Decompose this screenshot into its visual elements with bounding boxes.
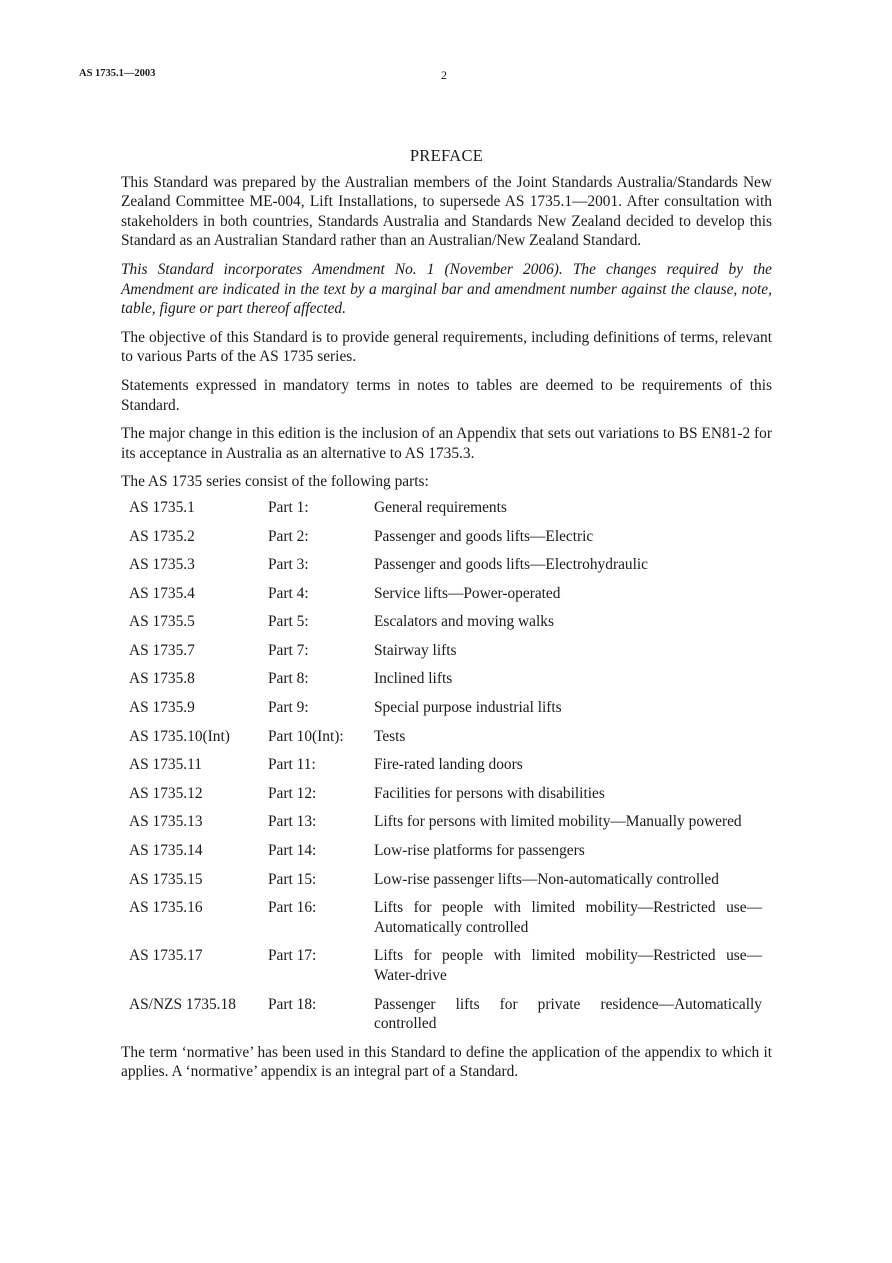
part-code: AS 1735.15: [129, 870, 203, 888]
parts-list-row: [121, 812, 772, 832]
part-number: Part 1:: [268, 498, 309, 516]
part-title: Passenger and goods lifts—Electrohydraulic: [374, 556, 648, 574]
part-number: Part 8:: [268, 670, 309, 688]
part-title: Special purpose industrial lifts: [374, 699, 562, 717]
part-title: Facilities for persons with disabilities: [374, 784, 605, 802]
part-number: Part 14:: [268, 842, 317, 860]
part-code: AS 1735.5: [129, 613, 195, 631]
parts-list-row: [121, 841, 772, 861]
part-code: AS 1735.8: [129, 670, 195, 688]
parts-list-row: [121, 555, 772, 575]
part-title: Escalators and moving walks: [374, 613, 554, 631]
parts-list-row: [121, 755, 772, 775]
part-title: General requirements: [374, 498, 507, 516]
paragraph-major-change: The major change in this edition is the inclusion of an Appendix that sets out variations to BS EN81-2 for its acceptance in Australia as an alternative to AS 1735.3.: [121, 425, 772, 462]
part-number: Part 15:: [268, 870, 317, 888]
part-code: AS 1735.13: [129, 813, 203, 831]
parts-list-row: [121, 527, 772, 547]
part-number: Part 4:: [268, 584, 309, 602]
part-code: AS 1735.1: [129, 498, 195, 516]
parts-list-row: [121, 641, 772, 661]
page-number: 2: [441, 68, 447, 82]
part-code: AS 1735.16: [129, 899, 203, 917]
part-number: Part 12:: [268, 784, 317, 802]
part-number: Part 18:: [268, 995, 317, 1013]
paragraph-amendment-note: This Standard incorporates Amendment No. 1 (November 2006). The changes required by the Amendment are indicated in the text by a marginal bar and amendment number against the clause, note, table, figure or part thereof affected.: [121, 260, 772, 318]
part-title: Low-rise platforms for passengers: [374, 842, 585, 860]
part-code: AS/NZS 1735.18: [129, 995, 236, 1013]
part-title: Passenger lifts for private residence—Automatically controlled: [374, 995, 762, 1033]
part-title: Lifts for persons with limited mobility—Manually powered: [374, 813, 742, 831]
part-code: AS 1735.9: [129, 699, 195, 717]
part-title: Lifts for people with limited mobility—Restricted use—Automatically controlled: [374, 899, 762, 936]
parts-list: [121, 498, 772, 1034]
paragraph-prepared-by: This Standard was prepared by the Australian members of the Joint Standards Australia/Standards New Zealand Committee ME-004, Lift Installations, to supersede AS 1735.1—2001. After consultation with stakeholders in both countries, Standards Australia and Standards New Zealand decided to develop this Standard as an Australian Standard rather than an Australian/New Zealand Standard.: [121, 173, 772, 250]
preface-title: PREFACE: [409, 146, 484, 165]
part-number: Part 9:: [268, 699, 309, 717]
part-title: Lifts for people with limited mobility—Restricted use—Water-drive: [374, 947, 762, 984]
parts-list-row: [121, 727, 772, 747]
part-number: Part 5:: [268, 613, 309, 631]
part-number: Part 17:: [268, 947, 317, 965]
part-code: AS 1735.3: [129, 556, 195, 574]
parts-list-row: [121, 946, 772, 985]
parts-list-row: [121, 669, 772, 689]
parts-list-row: [121, 698, 772, 718]
part-title: Service lifts—Power-operated: [374, 584, 561, 602]
part-title: Inclined lifts: [374, 670, 453, 688]
part-number: Part 2:: [268, 527, 309, 545]
parts-list-row: [121, 584, 772, 604]
parts-list-row: [121, 612, 772, 632]
part-title: Low-rise passenger lifts—Non-automatically controlled: [374, 870, 719, 888]
preface-section: [121, 146, 772, 1091]
part-code: AS 1735.17: [129, 947, 203, 965]
paragraph-normative: The term ‘normative’ has been used in this Standard to define the application of the appendix to which it applies. A ‘normative’ appendix is an integral part of a Standard.: [121, 1043, 772, 1081]
paragraph-objective: The objective of this Standard is to provide general requirements, including definitions of terms, relevant to various Parts of the AS 1735 series.: [121, 328, 772, 366]
part-code: AS 1735.10(Int): [129, 727, 230, 745]
part-code: AS 1735.14: [129, 842, 203, 860]
part-number: Part 3:: [268, 556, 309, 574]
part-title: Passenger and goods lifts—Electric: [374, 527, 594, 545]
part-title: Fire-rated landing doors: [374, 756, 523, 774]
paragraph-series-intro: The AS 1735 series consist of the following parts:: [121, 473, 429, 491]
parts-list-row: [121, 498, 772, 518]
part-title: Tests: [374, 727, 406, 745]
parts-list-row: [121, 784, 772, 804]
part-title: Stairway lifts: [374, 641, 457, 659]
part-number: Part 7:: [268, 641, 309, 659]
part-number: Part 16:: [268, 899, 317, 917]
part-code: AS 1735.4: [129, 584, 195, 602]
parts-list-row: [121, 995, 772, 1034]
part-number: Part 13:: [268, 813, 317, 831]
paragraph-mandatory-terms: Statements expressed in mandatory terms in notes to tables are deemed to be requirements of this Standard.: [121, 376, 772, 414]
parts-list-row: [121, 898, 772, 937]
part-code: AS 1735.7: [129, 641, 195, 659]
part-code: AS 1735.2: [129, 527, 195, 545]
part-code: AS 1735.11: [129, 756, 202, 774]
part-number: Part 11:: [268, 756, 316, 774]
part-code: AS 1735.12: [129, 784, 203, 802]
parts-list-row: [121, 870, 772, 890]
document-id: AS 1735.1—2003: [79, 68, 156, 79]
part-number: Part 10(Int):: [268, 727, 344, 745]
